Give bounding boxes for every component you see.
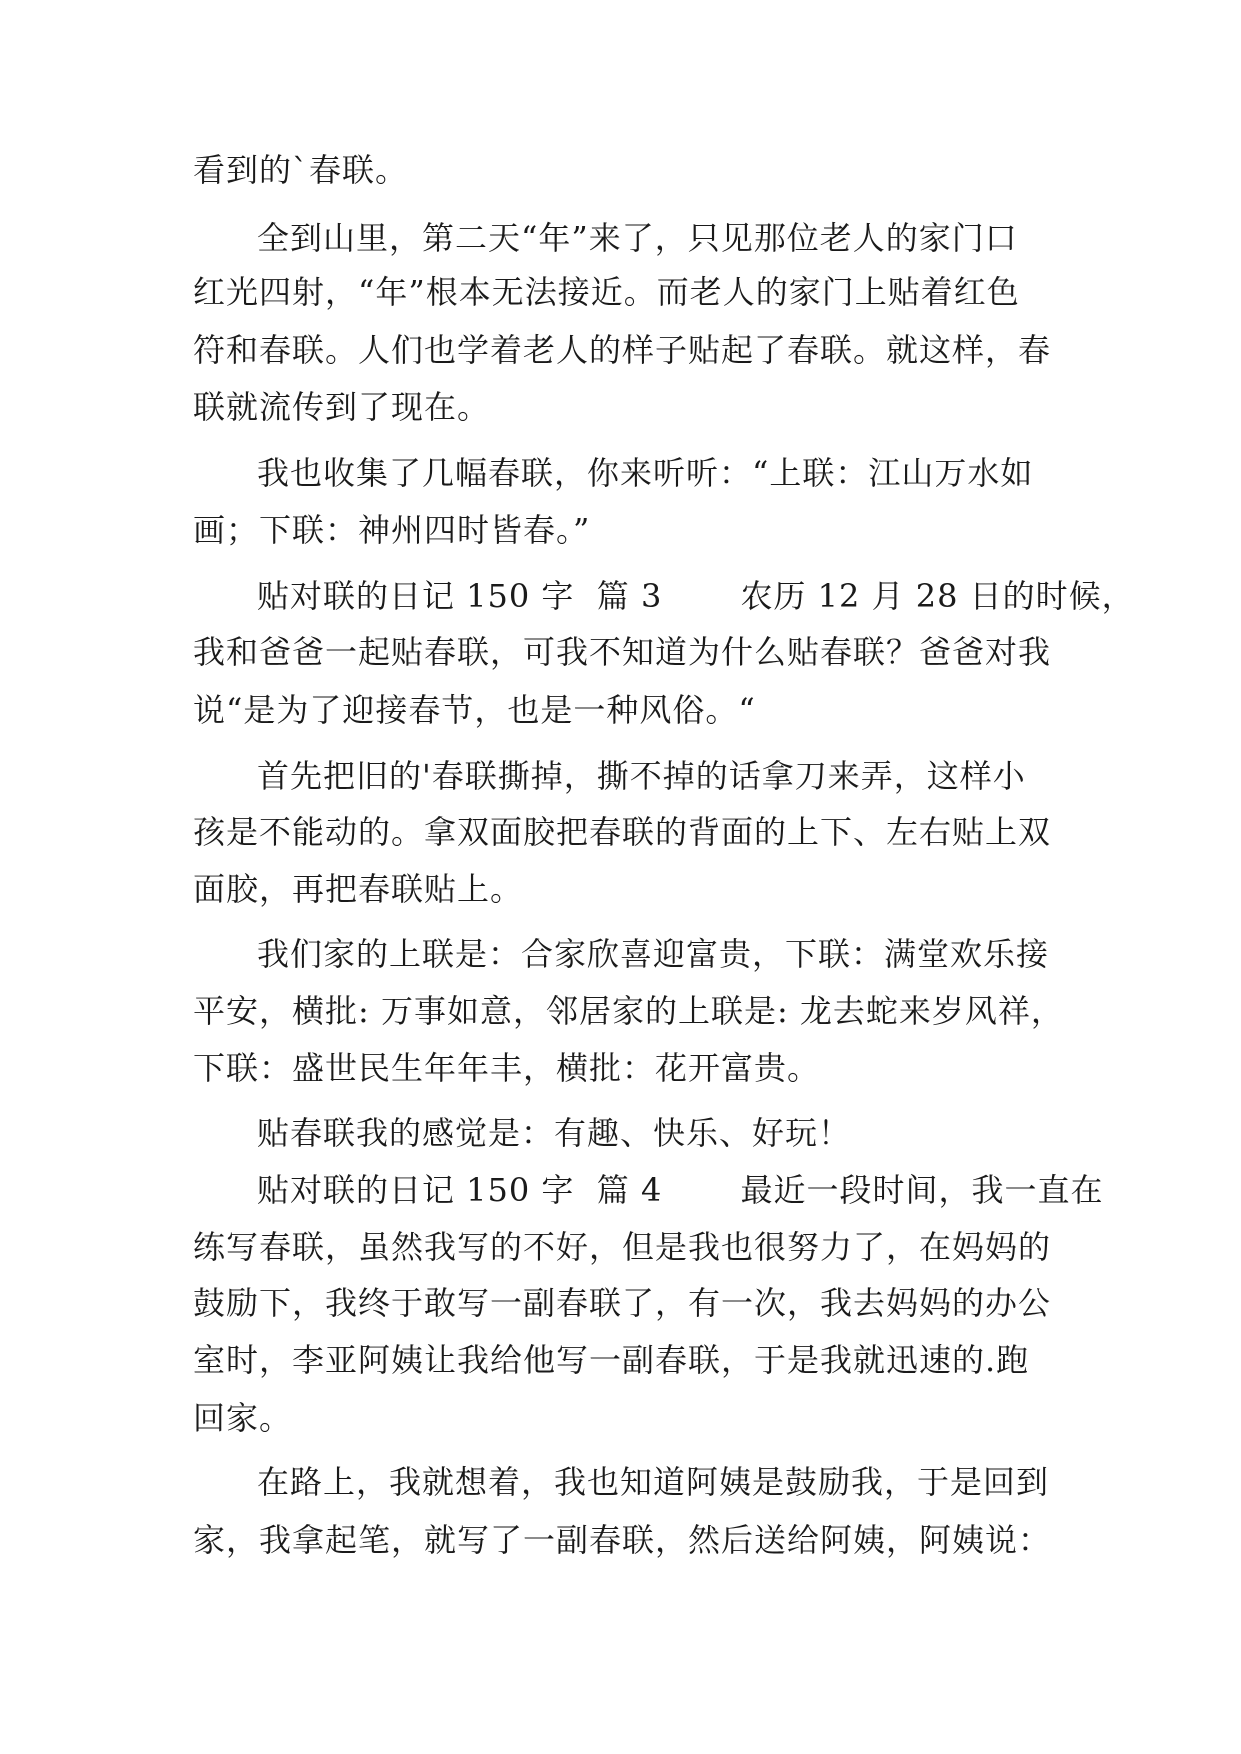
text-line: 家，我拿起笔，就写了一副春联，然后送给阿姨，阿姨说： xyxy=(193,1521,1052,1559)
text-line: 红光四射，“年”根本无法接近。而老人的家门上贴着红色 xyxy=(193,273,1020,311)
text-line: 室时，李亚阿姨让我给他写一副春联，于是我就迅速的.跑 xyxy=(193,1341,1030,1379)
text-line: 贴对联的日记 150 字 篇 4 最近一段时间，我一直在 xyxy=(257,1171,1104,1209)
text-line: 孩是不能动的。拿双面胶把春联的背面的上下、左右贴上双 xyxy=(193,813,1052,851)
text-line: 贴春联我的感觉是：有趣、快乐、好玩！ xyxy=(257,1114,852,1152)
text-line: 回家。 xyxy=(193,1399,293,1437)
text-line: 看到的`春联。 xyxy=(193,151,409,189)
text-line: 下联：盛世民生年年丰，横批：花开富贵。 xyxy=(193,1049,821,1087)
text-line: 面胶，再把春联贴上。 xyxy=(193,870,524,908)
text-line: 画；下联：神州四时皆春。” xyxy=(193,511,591,549)
text-line: 在路上，我就想着，我也知道阿姨是鼓励我，于是回到 xyxy=(257,1463,1050,1501)
text-line: 首先把旧的'春联撕掉，撕不掉的话拿刀来弄，这样小 xyxy=(257,757,1026,795)
text-line: 联就流传到了现在。 xyxy=(193,388,491,426)
text-line: 我们家的上联是：合家欣喜迎富贵，下联：满堂欢乐接 xyxy=(257,935,1050,973)
text-line: 说“是为了迎接春节，也是一种风俗。“ xyxy=(193,691,756,729)
text-line: 练写春联，虽然我写的不好，但是我也很努力了，在妈妈的 xyxy=(193,1228,1052,1266)
text-line: 我也收集了几幅春联，你来听听：“上联：江山万水如 xyxy=(257,454,1034,492)
text-line: 平安，横批: 万事如意，邻居家的上联是: 龙去蛇来岁风祥， xyxy=(193,992,1064,1030)
text-line: 贴对联的日记 150 字 篇 3 农历 12 月 28 日的时候， xyxy=(257,577,1135,615)
text-line: 全到山里，第二天“年”来了，只见那位老人的家门口 xyxy=(257,219,1018,257)
text-line: 我和爸爸一起贴春联，可我不知道为什么贴春联？爸爸对我 xyxy=(193,633,1052,671)
text-line: 符和春联。人们也学着老人的样子贴起了春联。就这样，春 xyxy=(193,331,1052,369)
text-line: 鼓励下，我终于敢写一副春联了，有一次，我去妈妈的办公 xyxy=(193,1284,1052,1322)
